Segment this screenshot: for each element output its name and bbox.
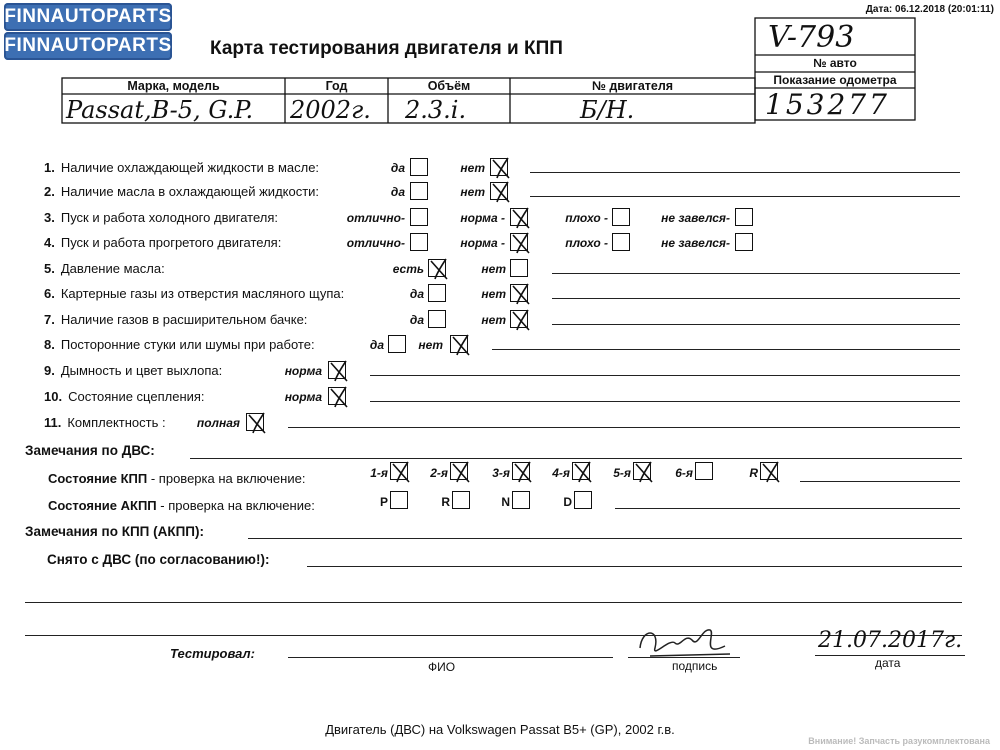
- question-3-option-label: норма -: [460, 211, 505, 225]
- auto-gear-label: N: [501, 495, 510, 509]
- fio-line: [288, 657, 613, 658]
- remarks-engine-line: [190, 458, 962, 459]
- question-label: Дымность и цвет выхлопа:: [60, 363, 223, 378]
- value-model: Passat,B-5, G.P.: [66, 96, 254, 124]
- question-7-checkbox[interactable]: [428, 310, 446, 328]
- question-4-checkbox[interactable]: [410, 233, 428, 251]
- gearbox-label: Состояние КПП - проверка на включение:: [48, 471, 306, 486]
- question-label: Пуск и работа холодного двигателя:: [60, 210, 278, 225]
- question-4-text: [44, 235, 281, 250]
- question-label: Комплектность :: [67, 415, 166, 430]
- question-number: 4.: [44, 235, 55, 250]
- question-5-option-label: есть: [392, 262, 424, 276]
- caption: Двигатель (ДВС) на Volkswagen Passat B5+ (GP), 2002 г.в.: [325, 722, 675, 737]
- gear-checkbox[interactable]: [450, 462, 468, 480]
- question-8-option-label: да: [369, 338, 384, 352]
- gear-checkbox[interactable]: [695, 462, 713, 480]
- question-label: Давление масла:: [60, 261, 165, 276]
- question-label: Наличие масла в охлаждающей жидкости:: [60, 184, 320, 199]
- gear-label: 3-я: [492, 466, 510, 480]
- gear-label: 1-я: [370, 466, 388, 480]
- question-number: 11.: [44, 415, 62, 430]
- value-volume: 2.3.i.: [405, 96, 467, 124]
- question-number: 7.: [44, 312, 55, 327]
- question-6-checkbox[interactable]: [510, 284, 528, 302]
- tested-label: Тестировал:: [170, 646, 255, 661]
- col-header-engine-no: № двигателя: [591, 79, 674, 93]
- question-3-checkbox[interactable]: [735, 208, 753, 226]
- question-label: Картерные газы из отверстия масляного щупа:: [60, 286, 345, 301]
- question-10-checkbox[interactable]: [328, 387, 346, 405]
- question-1-option-label: нет: [460, 161, 485, 175]
- question-3-checkbox[interactable]: [510, 208, 528, 226]
- removed-line: [307, 566, 962, 567]
- question-3-checkbox[interactable]: [410, 208, 428, 226]
- question-8-checkbox[interactable]: [388, 335, 406, 353]
- question-11-option-label: полная: [196, 416, 240, 430]
- gear-checkbox[interactable]: [390, 462, 408, 480]
- col-header-year: Год: [325, 79, 348, 93]
- question-6-line: [552, 298, 960, 299]
- question-5-text: [44, 261, 165, 276]
- gearbox-line: [800, 481, 960, 482]
- gear-label: 5-я: [613, 466, 631, 480]
- col-header-volume: Объём: [427, 79, 471, 93]
- question-6-option-label: нет: [481, 287, 506, 301]
- question-8-checkbox[interactable]: [450, 335, 468, 353]
- question-11-text: [44, 415, 166, 430]
- question-7-text: [44, 312, 307, 327]
- brand-logo-bottom: FINNAUTOPARTS: [4, 32, 172, 60]
- question-3-text: [44, 210, 278, 225]
- question-2-option-label: да: [390, 185, 405, 199]
- auto-gear-label: P: [379, 495, 388, 509]
- question-8-option-label: нет: [418, 338, 443, 352]
- remarks-gearbox-label: Замечания по КПП (АКПП):: [25, 524, 204, 539]
- question-10-option-label: норма: [284, 390, 322, 404]
- removed-label: Снято с ДВС (по согласованию!):: [47, 552, 270, 567]
- car-number-label: № авто: [813, 56, 857, 70]
- question-1-checkbox[interactable]: [410, 158, 428, 176]
- question-11-line: [288, 427, 960, 428]
- question-number: 1.: [44, 160, 55, 175]
- question-4-checkbox[interactable]: [612, 233, 630, 251]
- odometer-value: 153277: [765, 88, 890, 121]
- auto-gear-checkbox[interactable]: [452, 491, 470, 509]
- question-4-option-label: отлично-: [346, 236, 405, 250]
- question-5-checkbox[interactable]: [510, 259, 528, 277]
- question-2-checkbox[interactable]: [410, 182, 428, 200]
- question-8-line: [492, 349, 960, 350]
- question-number: 9.: [44, 363, 55, 378]
- date-value: 21.07.2017г.: [818, 628, 963, 653]
- question-6-checkbox[interactable]: [428, 284, 446, 302]
- question-4-option-label: плохо -: [565, 236, 608, 250]
- question-7-option-label: да: [409, 313, 424, 327]
- question-5-line: [552, 273, 960, 274]
- question-1-checkbox[interactable]: [490, 158, 508, 176]
- question-4-option-label: не завелся-: [661, 236, 730, 250]
- question-4-option-label: норма -: [460, 236, 505, 250]
- question-7-option-label: нет: [481, 313, 506, 327]
- date-stamp: Дата: 06.12.2018 (20:01:11): [865, 4, 994, 15]
- value-engine-no: Б/Н.: [580, 96, 635, 124]
- gear-label: 4-я: [552, 466, 570, 480]
- question-4-checkbox[interactable]: [735, 233, 753, 251]
- question-number: 6.: [44, 286, 55, 301]
- car-number-value: V-793: [768, 20, 855, 55]
- question-label: Наличие газов в расширительном бачке:: [60, 312, 308, 327]
- question-5-checkbox[interactable]: [428, 259, 446, 277]
- gear-checkbox[interactable]: [760, 462, 778, 480]
- question-10-line: [370, 401, 960, 402]
- question-6-text: [44, 286, 344, 301]
- remarks-engine-label: Замечания по ДВС:: [25, 443, 155, 458]
- question-2-line: [530, 196, 960, 197]
- question-8-text: [44, 337, 315, 352]
- question-1-text: [44, 160, 319, 175]
- question-6-option-label: да: [409, 287, 424, 301]
- gear-label: 2-я: [430, 466, 448, 480]
- value-year: 2002г.: [290, 96, 371, 124]
- question-11-checkbox[interactable]: [246, 413, 264, 431]
- question-4-checkbox[interactable]: [510, 233, 528, 251]
- question-number: 5.: [44, 261, 55, 276]
- auto-gear-checkbox[interactable]: [390, 491, 408, 509]
- question-2-text: [44, 184, 319, 199]
- gear-checkbox[interactable]: [633, 462, 651, 480]
- question-1-option-label: да: [390, 161, 405, 175]
- gear-checkbox[interactable]: [512, 462, 530, 480]
- question-5-option-label: нет: [481, 262, 506, 276]
- question-10-text: [44, 389, 205, 404]
- brand-logo-top: FINNAUTOPARTS: [4, 3, 172, 31]
- question-number: 8.: [44, 337, 55, 352]
- auto-gear-checkbox[interactable]: [574, 491, 592, 509]
- question-9-checkbox[interactable]: [328, 361, 346, 379]
- remarks-gearbox-line: [248, 538, 962, 539]
- auto-gear-checkbox[interactable]: [512, 491, 530, 509]
- question-number: 10.: [44, 389, 63, 404]
- question-label: Наличие охлаждающей жидкости в масле:: [60, 160, 320, 175]
- question-label: Состояние сцепления:: [68, 389, 205, 404]
- fio-label: ФИО: [428, 660, 456, 674]
- question-number: 2.: [44, 184, 55, 199]
- question-7-line: [552, 324, 960, 325]
- page-title: Карта тестирования двигателя и КПП: [210, 38, 563, 59]
- question-3-option-label: не завелся-: [661, 211, 730, 225]
- gear-label: R: [749, 466, 758, 480]
- question-7-checkbox[interactable]: [510, 310, 528, 328]
- gear-checkbox[interactable]: [572, 462, 590, 480]
- question-number: 3.: [44, 210, 55, 225]
- question-label: Посторонние стуки или шумы при работе:: [60, 337, 315, 352]
- auto-gearbox-label: Состояние АКПП - проверка на включение:: [48, 498, 315, 513]
- question-9-option-label: норма: [284, 364, 322, 378]
- auto-gear-label: R: [441, 495, 450, 509]
- auto-gear-label: D: [563, 495, 572, 509]
- gear-label: 6-я: [675, 466, 693, 480]
- question-9-line: [370, 375, 960, 376]
- question-9-text: [44, 363, 222, 378]
- question-2-option-label: нет: [460, 185, 485, 199]
- date-label: дата: [875, 656, 901, 670]
- col-header-model: Марка, модель: [127, 79, 220, 93]
- odometer-label: Показание одометра: [773, 73, 897, 87]
- question-2-checkbox[interactable]: [490, 182, 508, 200]
- auto-gearbox-line: [615, 508, 960, 509]
- question-3-option-label: плохо -: [565, 211, 608, 225]
- signature-label: подпись: [672, 659, 718, 673]
- question-label: Пуск и работа прогретого двигателя:: [60, 235, 282, 250]
- watermark: Внимание! Запчасть разукомплектована: [808, 736, 990, 746]
- blank-line-1: [25, 602, 962, 603]
- question-3-option-label: отлично-: [346, 211, 405, 225]
- question-1-line: [530, 172, 960, 173]
- question-3-checkbox[interactable]: [612, 208, 630, 226]
